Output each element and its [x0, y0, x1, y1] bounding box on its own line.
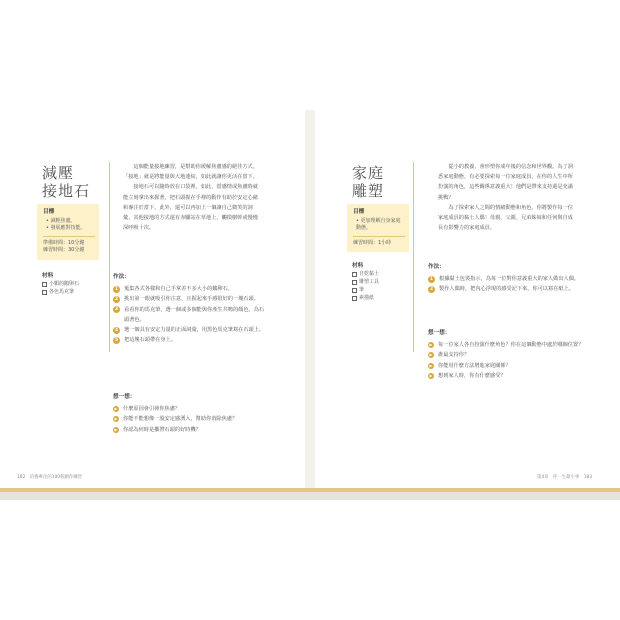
intro-text — [123, 162, 263, 233]
think-label: 想一想： — [428, 330, 451, 336]
arrow-icon: ▶ — [429, 362, 433, 368]
material-item: 各色馬克筆 — [42, 288, 79, 296]
steps-label: 作法： — [113, 274, 130, 280]
step-item: 2 挑出第一眼就吸引你注意，且握起來手感很好的一塊石頭。 — [114, 296, 259, 303]
think-section — [428, 328, 584, 381]
think-label: 想一想： — [113, 394, 136, 400]
goal-label: 目標 — [353, 209, 365, 215]
checkbox-icon — [352, 272, 357, 277]
arrow-icon: ▶ — [114, 426, 118, 432]
goal-label: 目標 — [43, 209, 55, 215]
title-divider — [109, 162, 110, 352]
divider — [353, 236, 405, 237]
page-footer: 第4章 你一生最小事 183 — [537, 475, 593, 480]
think-item: ▶ 你認為何時是攜帶石頭的好時機？ — [114, 426, 201, 433]
materials-label: 材料 — [42, 273, 54, 279]
step-item: 3 看看你的馬克筆，選一個或多個能與你產生共鳴的顏色，為石頭著色。 — [114, 306, 265, 323]
arrow-icon: ▶ — [429, 342, 433, 348]
step-item: 2 製作人偶時，把內心浮現的感受記下來，你可以寫在紙上。 — [429, 286, 574, 293]
steps-section — [113, 272, 269, 345]
step-number: 1 — [429, 276, 434, 282]
goal-item: • 減輕焦慮。 — [46, 217, 76, 224]
material-item: 自乾黏土 — [352, 270, 379, 278]
think-item: ▶ 什麼原因會引發你焦慮？ — [114, 406, 181, 413]
think-section — [113, 392, 269, 435]
step-number: 3 — [114, 307, 119, 313]
step-item: 4 選一個具有安定力量的正面詞彙，用黑色馬克筆寫在石頭上。 — [114, 327, 265, 334]
think-item: ▶ 每一位家人各自扮演什麼角色？你在這個動態中處於哪個位置？ — [429, 342, 584, 349]
paragraph: 從小的教養，會形塑你成年後的信念和世界觀。為了洞悉家庭動態，有必要探索每一位家庭成員，在你的人生中所扮演的角色，這些關係意義重大！他們是帶來支持還是充滿挑戰？ — [438, 164, 573, 201]
think-item: ▶ 誰最支持你？ — [429, 352, 470, 359]
arrow-icon: ▶ — [429, 372, 433, 378]
goal-item: • 發展應對技能。 — [46, 225, 86, 232]
material-item: 小顆的鵝卵石 — [42, 280, 79, 288]
materials-label: 材料 — [352, 263, 364, 269]
divider — [43, 236, 95, 237]
paragraph: 接地石可以隨時放在口袋裡，如此，當感情或焦慮時就能立刻拿出來握著，把石頭握在手裡的動作有助於安定心緒和專注於當下。此外，還可以再加上一個讓自己微笑的詞彙，其他接地的方式還有赤腳站在草地上，觸摸樹幹或慢慢深呼吸十次。 — [123, 184, 258, 232]
material-item: 素描紙 — [352, 294, 379, 302]
book-gutter — [305, 110, 315, 490]
title-divider — [413, 162, 414, 352]
info-box — [347, 204, 409, 252]
practice-time: 練習時間：1小時 — [353, 239, 392, 246]
materials-list — [42, 272, 79, 296]
step-item: 1 蒐集各式各樣和自己手掌差不多大小的鵝卵石。 — [114, 286, 233, 293]
step-number: 2 — [114, 297, 119, 302]
step-item: 5 把這塊石頭帶在身上。 — [114, 337, 176, 344]
prep-time: 準備時間：10分鐘 — [43, 239, 85, 246]
info-box — [37, 204, 99, 260]
page-title: 家庭 雕塑 — [352, 164, 385, 200]
intro-text — [438, 162, 578, 233]
practice-time: 練習時間：30分鐘 — [43, 247, 85, 254]
materials-list — [352, 262, 379, 302]
think-item: ▶ 想到家人時，你有什麼感受？ — [429, 372, 506, 379]
left-page-content — [0, 0, 305, 620]
arrow-icon: ▶ — [429, 352, 433, 358]
paragraph: 這個能量接地練習，是幫助你緩解焦慮感的絕佳方式。「接地」就是將能量與大地連結，如此就讓你更活在當下。 — [123, 164, 258, 181]
think-item: ▶ 你能用什麼方法增進家庭關係？ — [429, 362, 511, 369]
right-page-content — [315, 0, 620, 620]
paragraph: 為了探索家人之間的情緒動態和角色，你將製作每一位家庭成員的黏土人偶！母親、父親、兄弟姊妹和任何與自成長有影響力的家庭成員。 — [438, 204, 573, 232]
step-number: 2 — [429, 287, 434, 292]
checkbox-icon — [352, 296, 357, 301]
step-item: 1 根據黏土包裝指示，為每一位對你意義重大的家人做出人偶。 — [429, 276, 580, 283]
step-number: 1 — [114, 286, 119, 292]
arrow-icon: ▶ — [114, 406, 118, 412]
steps-label: 作法： — [428, 264, 445, 270]
steps-section — [428, 262, 584, 295]
checkbox-icon — [352, 280, 357, 285]
checkbox-icon — [42, 290, 47, 295]
think-item: ▶ 你能不能想像一股安定感湧入，幫助你消除焦慮？ — [114, 416, 238, 423]
step-number: 5 — [114, 337, 119, 343]
material-item: 筆 — [352, 286, 379, 294]
checkbox-icon — [352, 288, 357, 293]
arrow-icon: ▶ — [114, 416, 118, 422]
goal-item: • 更加理解自身家庭動態。 — [356, 217, 401, 232]
checkbox-icon — [42, 282, 47, 287]
material-item: 雕塑工具 — [352, 278, 379, 286]
step-number: 4 — [114, 327, 119, 333]
page-title: 減壓 接地石 — [42, 164, 91, 200]
page-footer: 182 培養專注的100個創作練習 — [17, 475, 83, 480]
